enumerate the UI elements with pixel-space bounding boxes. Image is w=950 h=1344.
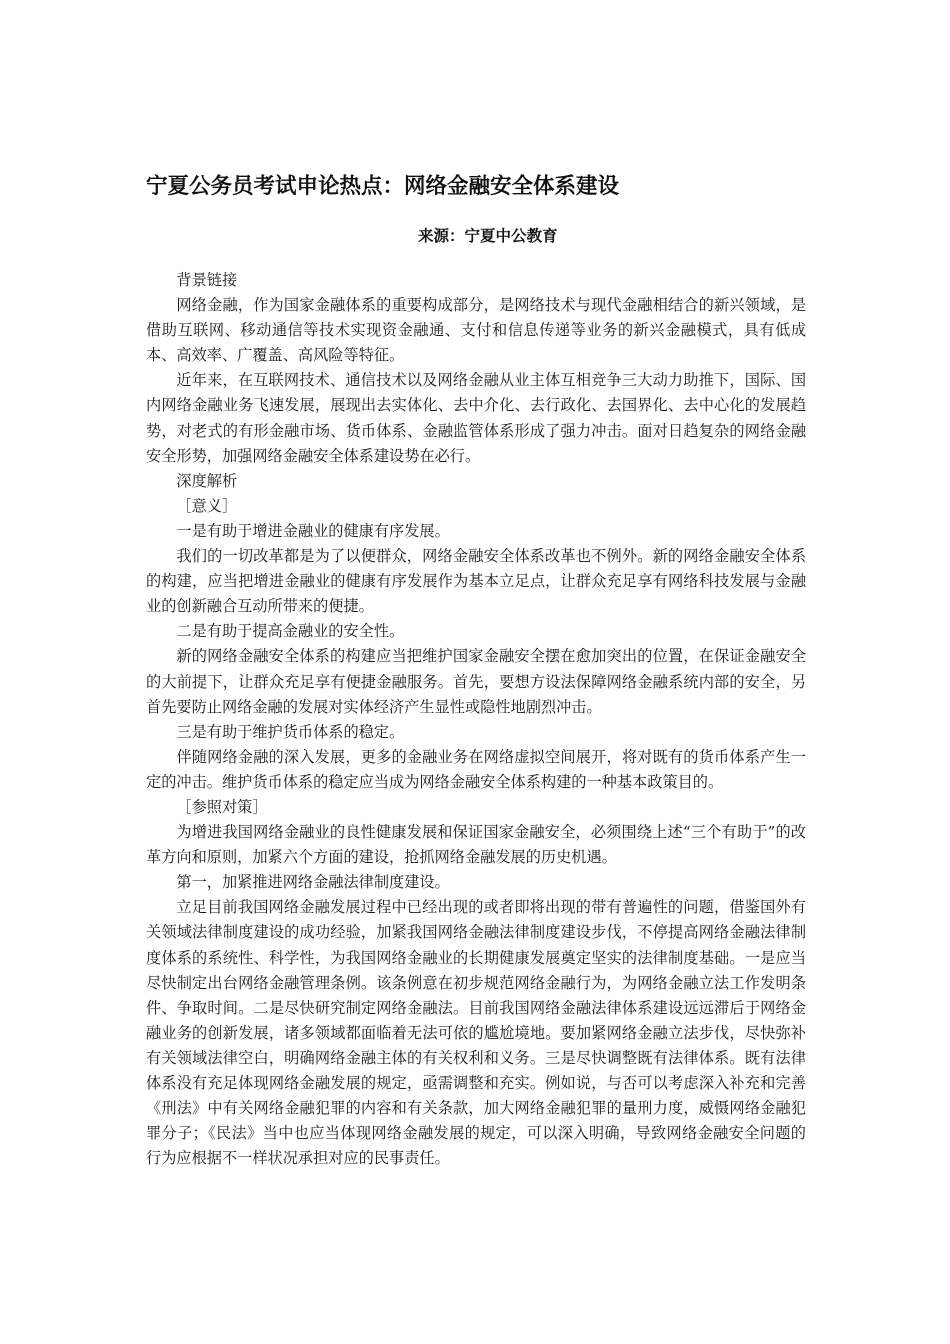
point-heading: 第一，加紧推进网络金融法律制度建设。 [176,873,450,892]
paragraph: 我们的一切改革都是为了以便群众，网络金融安全体系改革也不例外。新的网络金融安全体系的构建，应当把增进金融业的健康有序发展作为基本立足点，让群众充足享有网络科技发展与金融业的创新融合互动所带来的便捷。 [146,547,806,616]
document-title: 宁夏公务员考试申论热点：网络金融安全体系建设 [146,174,620,199]
point-heading: 三是有助于维护货币体系的稳定。 [176,722,405,741]
heading-background: 背景链接 [176,271,238,289]
heading-countermeasures: ［参照对策］ [176,797,268,816]
document-body [146,268,806,1171]
heading-significance: ［意义］ [176,496,238,515]
document-source: 来源：宁夏中公教育 [418,227,558,245]
heading-analysis: 深度解析 [176,471,238,490]
paragraph: 为增进我国网络金融业的良性健康发展和保证国家金融安全，必须围绕上述“三个有助于”的改革方向和原则，加紧六个方面的建设，抢抓网络金融发展的历史机遇。 [146,823,806,867]
paragraph: 网络金融，作为国家金融体系的重要构成部分，是网络技术与现代金融相结合的新兴领域，是借助互联网、移动通信等技术实现资金融通、支付和信息传递等业务的新兴金融模式，具有低成本、高效率、广覆盖、高风险等特征。 [146,296,806,365]
paragraph: 伴随网络金融的深入发展，更多的金融业务在网络虚拟空间展开，将对既有的货币体系产生一定的冲击。维护货币体系的稳定应当成为网络金融安全体系构建的一种基本政策目的。 [146,747,806,791]
point-heading: 一是有助于增进金融业的健康有序发展。 [176,521,450,540]
paragraph: 立足目前我国网络金融发展过程中已经出现的或者即将出现的带有普遍性的问题，借鉴国外有关领域法律制度建设的成功经验，加紧我国网络金融法律制度建设步伐，不停提高网络金融法律制度体系的系统性、科学性，为我国网络金融业的长期健康发展奠定坚实的法律制度基础。一是应当尽快制定出台网络金融管理条例。该条例意在初步规范网络金融行为，为网络金融立法工作发明条件、争取时间。二是尽快研究制定网络金融法。目前我国网络金融法律体系建设远远滞后于网络金融业务的创新发展，诸多领域都面临着无法可依的尴尬境地。要加紧网络金融立法步伐，尽快弥补有关领域法律空白，明确网络金融主体的有关权利和义务。三是尽快调整既有法律体系。既有法律体系没有充足体现网络金融发展的规定，亟需调整和充实。例如说，与否可以考虑深入补充和完善《刑法》中有关网络金融犯罪的内容和有关条款，加大网络金融犯罪的量刑力度，威慑网络金融犯罪分子；《民法》当中也应当体现网络金融发展的规定，可以深入明确，导致网络金融安全问题的行为应根据不一样状况承担对应的民事责任。 [146,898,806,1168]
paragraph: 近年来，在互联网技术、通信技术以及网络金融从业主体互相竞争三大动力助推下，国际、国内网络金融业务飞速发展，展现出去实体化、去中介化、去行政化、去国界化、去中心化的发展趋势，对老式的有形金融市场、货币体系、金融监管体系形成了强力冲击。面对日趋复杂的网络金融安全形势，加强网络金融安全体系建设势在必行。 [146,371,806,465]
paragraph: 新的网络金融安全体系的构建应当把维护国家金融安全摆在愈加突出的位置，在保证金融安全的大前提下，让群众充足享有便捷金融服务。首先，要想方设法保障网络金融系统内部的安全，另首先要防止网络金融的发展对实体经济产生显性或隐性地剧烈冲击。 [146,647,806,716]
point-heading: 二是有助于提高金融业的安全性。 [176,622,405,641]
